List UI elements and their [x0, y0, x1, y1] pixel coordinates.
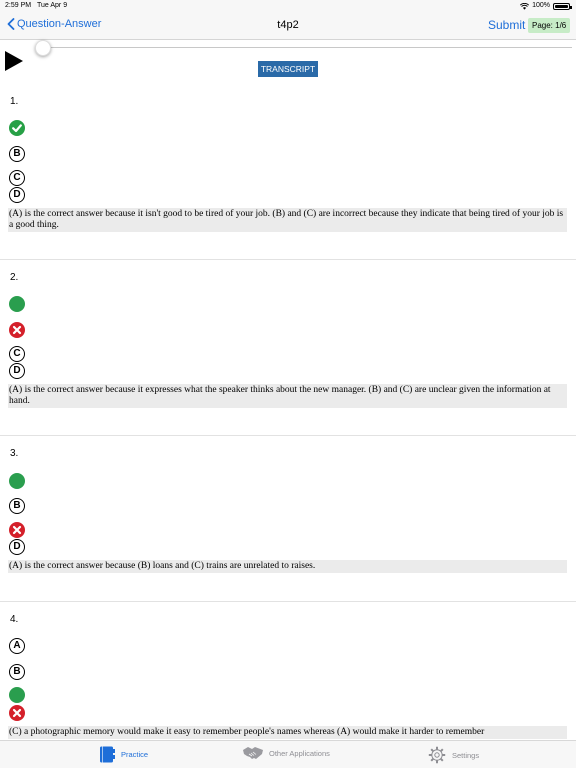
choice-wrong-selected[interactable] [9, 322, 25, 338]
choice-option[interactable]: D [9, 363, 25, 379]
play-icon[interactable] [5, 51, 23, 71]
page-title: t4p2 [277, 19, 299, 31]
question-divider [0, 435, 576, 436]
choice-option[interactable]: A [9, 638, 25, 654]
audio-progress-thumb[interactable] [35, 40, 51, 56]
cross-icon [9, 322, 25, 338]
tab-practice-label: Practice [121, 750, 149, 759]
choice-option[interactable]: B [9, 498, 25, 514]
tab-settings[interactable] [428, 746, 479, 764]
question-number: 1. [10, 96, 19, 107]
checkmark-icon [9, 120, 25, 136]
choice-option[interactable]: D [9, 539, 25, 555]
gear-icon [428, 746, 446, 764]
answer-explanation: (A) is the correct answer because (B) loans and (C) trains are unrelated to raises. [8, 560, 567, 573]
question-number: 3. [10, 448, 19, 459]
answer-explanation: (A) is the correct answer because it expresses what the speaker thinks about the new manager. (B) and (C) are unclear given the information at hand. [8, 384, 567, 408]
question-divider [0, 259, 576, 260]
question-divider [0, 601, 576, 602]
choice-wrong-selected[interactable] [9, 705, 25, 721]
battery-icon [553, 3, 570, 10]
choice-option[interactable]: B [9, 146, 25, 162]
answer-explanation: (A) is the correct answer because it isn't good to be tired of your job. (B) and (C) are incorrect because they indicate that being tired of your job is a good thing. [8, 208, 567, 232]
choice-correct-answer[interactable] [9, 296, 25, 312]
back-label: Question-Answer [17, 18, 102, 30]
tab-bar [0, 740, 576, 768]
wifi-icon [520, 3, 529, 10]
tab-other-applications-label: Other Applications [269, 748, 330, 758]
answer-explanation: (C) a photographic memory would make it easy to remember people's names whereas (A) would make it harder to remember [8, 726, 567, 739]
choice-wrong-selected[interactable] [9, 522, 25, 538]
handshake-icon [243, 746, 263, 760]
status-time: 2:59 PM [5, 2, 32, 9]
audio-progress-track[interactable] [40, 47, 572, 48]
choice-correct-answer[interactable] [9, 473, 25, 489]
tab-practice[interactable] [99, 746, 148, 763]
cross-icon [9, 522, 25, 538]
navigation-bar [0, 12, 576, 40]
tab-settings-label: Settings [452, 750, 480, 760]
question-number: 4. [10, 614, 19, 625]
transcript-button[interactable]: TRANSCRIPT [258, 61, 318, 77]
choice-correct-selected[interactable] [9, 120, 25, 136]
battery-percent: 100% [532, 2, 550, 9]
status-date: Tue Apr 9 [37, 2, 68, 9]
choice-option[interactable]: D [9, 187, 25, 203]
choice-correct-answer[interactable] [9, 687, 25, 703]
notebook-icon [99, 746, 115, 763]
page-indicator-badge: Page: 1/6 [528, 18, 570, 33]
choice-option[interactable]: B [9, 664, 25, 680]
choice-option[interactable]: C [9, 346, 25, 362]
submit-button[interactable]: Submit [488, 18, 526, 32]
tab-other-applications[interactable] [243, 746, 330, 760]
choice-option[interactable]: C [9, 170, 25, 186]
question-number: 2. [10, 272, 19, 283]
cross-icon [9, 705, 25, 721]
status-indicators [520, 0, 570, 12]
status-bar [0, 0, 576, 12]
